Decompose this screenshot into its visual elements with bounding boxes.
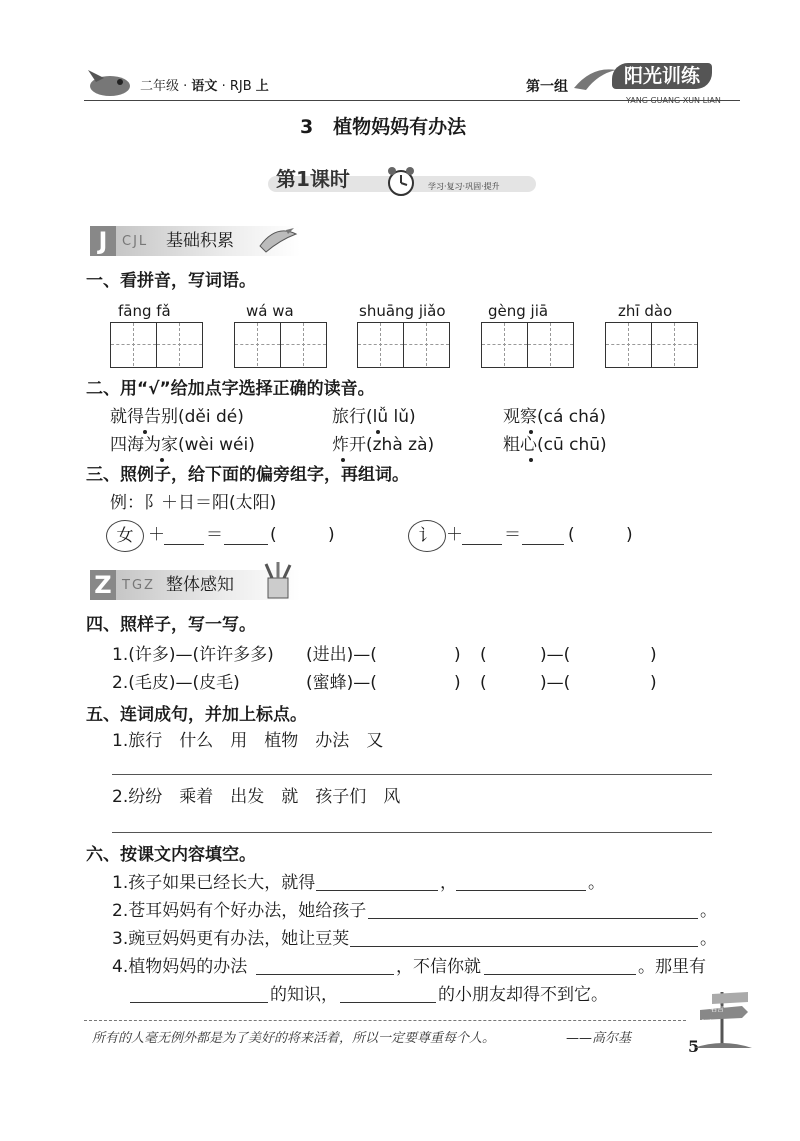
q2-item: 粗心(cū chū)	[503, 435, 607, 455]
pinyin-5: zhī dào	[618, 302, 673, 320]
pinyin-1: fāng fǎ	[118, 302, 171, 320]
paren-close: )	[328, 525, 335, 545]
q6-text: ，不信你就	[396, 957, 481, 977]
answer-blank[interactable]	[368, 918, 698, 919]
sign-text: 名言	[710, 1005, 724, 1013]
q6-text: 。	[700, 901, 717, 921]
header-subject: 语文	[191, 79, 218, 94]
pinyin-2: wá wa	[246, 302, 294, 320]
header-grade-line: 二年级 · 语文 · RJB 上	[140, 79, 269, 94]
q6-text: 的知识，	[270, 985, 338, 1005]
sign-text: 名人	[700, 1019, 714, 1027]
emphasis-dot	[529, 430, 533, 434]
answer-blank[interactable]	[456, 890, 586, 891]
q1-title: 一、看拼音，写词语。	[86, 271, 256, 291]
emphasis-dot	[376, 430, 380, 434]
footer-author: ——高尔基	[566, 1031, 632, 1046]
q4-paren-close: )	[454, 673, 461, 693]
q4-title: 四、照样子，写一写。	[86, 615, 256, 635]
section-code: CJL	[122, 234, 149, 249]
q6-text: ，	[440, 873, 457, 893]
header-edition: RJB	[229, 79, 252, 94]
answer-blank[interactable]	[256, 974, 394, 975]
q4-example: 2.(毛皮)—(皮毛)	[112, 673, 240, 693]
writing-grid[interactable]	[481, 322, 574, 368]
writing-grid[interactable]	[357, 322, 450, 368]
q4-paren-mid: )—(	[540, 673, 571, 693]
q2-item: 旅行(lǚ lǔ)	[332, 407, 416, 427]
section-letter: J	[90, 226, 116, 256]
q2-title: 二、用“√”给加点字选择正确的读音。	[86, 379, 375, 399]
lesson-band	[268, 168, 536, 196]
brand-pinyin: YANG GUANG XUN LIAN	[626, 96, 721, 105]
section-letter: Z	[90, 570, 116, 600]
header-group: 第一组	[526, 79, 568, 95]
q3-title: 三、照例子，给下面的偏旁组字，再组词。	[86, 465, 409, 485]
answer-blank[interactable]	[316, 890, 438, 891]
section-name: 整体感知	[166, 575, 234, 595]
answer-line[interactable]	[112, 832, 712, 833]
section-name: 基础积累	[166, 231, 234, 251]
example-formula: 阝＋日＝阳(太阳)	[144, 493, 277, 513]
q4-paren-open: (	[480, 673, 487, 693]
q6-text: 1.孩子如果已经长大，就得	[112, 873, 316, 893]
q6-text: 。	[588, 873, 605, 893]
q3-example	[110, 492, 276, 514]
answer-line[interactable]	[112, 774, 712, 775]
q5-title: 五、连词成句，并加上标点。	[86, 705, 307, 725]
lesson-number: 3	[300, 116, 314, 138]
writing-grid[interactable]	[234, 322, 327, 368]
footer-divider	[84, 1020, 686, 1021]
paren-close: )	[626, 525, 633, 545]
q2-item: 观察(cá chá)	[503, 407, 606, 427]
radical-circle: 讠	[408, 520, 446, 552]
paren-open: (	[568, 525, 575, 545]
lesson-tiny-text: 学习·复习·巩固·提升	[428, 182, 500, 191]
q4-paren-close: )	[454, 645, 461, 665]
header-volume: 上	[255, 79, 269, 94]
footer-quote: 所有的人毫无例外都是为了美好的将来活着，所以一定要尊重每个人。	[92, 1031, 496, 1046]
page-number: 5	[688, 1037, 700, 1056]
brand-logo: 阳光训练	[612, 63, 712, 89]
lesson-label: 第1课时	[276, 167, 350, 191]
q4-paren-mid: )—(	[540, 645, 571, 665]
equals-sign: ＝	[206, 525, 223, 545]
q6-text: 。那里有	[638, 957, 706, 977]
answer-blank[interactable]	[462, 544, 502, 545]
q6-text: 4.植物妈妈的办法	[112, 957, 248, 977]
q4-item-word: (进出)—(	[306, 645, 377, 665]
writing-grid[interactable]	[605, 322, 698, 368]
writing-grid[interactable]	[110, 322, 203, 368]
emphasis-dot	[341, 458, 345, 462]
header-grade: 二年级	[140, 79, 180, 94]
equals-sign: ＝	[504, 525, 521, 545]
q6-title: 六、按课文内容填空。	[86, 845, 256, 865]
pinyin-3: shuāng jiǎo	[359, 302, 446, 320]
answer-blank[interactable]	[350, 946, 698, 947]
q4-item-word: (蜜蜂)—(	[306, 673, 377, 693]
q4-paren-close: )	[650, 673, 657, 693]
example-prefix: 例：	[110, 493, 144, 513]
plus-sign: ＋	[148, 525, 165, 545]
radical-circle: 女	[106, 520, 144, 552]
lesson-title: 植物妈妈有办法	[333, 116, 467, 138]
q4-example: 1.(许多)—(许许多多)	[112, 645, 274, 665]
q4-paren-close: )	[650, 645, 657, 665]
emphasis-dot	[529, 458, 533, 462]
q4-paren-open: (	[480, 645, 487, 665]
answer-blank[interactable]	[130, 1002, 268, 1003]
pinyin-4: gèng jiā	[488, 302, 549, 320]
q6-text: 3.豌豆妈妈更有办法，她让豆荚	[112, 929, 350, 949]
q2-item: 就得告别(děi dé)	[110, 407, 244, 427]
ribbon-decoration-icon	[256, 218, 300, 256]
answer-blank[interactable]	[340, 1002, 436, 1003]
alarm-clock-icon	[384, 164, 418, 198]
paren-open: (	[270, 525, 277, 545]
answer-blank[interactable]	[484, 974, 636, 975]
answer-blank[interactable]	[522, 544, 564, 545]
bird-icon	[86, 62, 134, 100]
page-title	[300, 116, 466, 138]
q5-words: 2.纷纷 乘着 出发 就 孩子们 风	[112, 787, 401, 807]
q6-text: 。	[700, 929, 717, 949]
q2-item: 四海为家(wèi wéi)	[110, 435, 255, 455]
q2-item: 炸开(zhà zà)	[332, 435, 435, 455]
emphasis-dot	[143, 430, 147, 434]
section-code: TGZ	[122, 578, 155, 593]
q6-text: 的小朋友却得不到它。	[438, 985, 608, 1005]
q5-words: 1.旅行 什么 用 植物 办法 又	[112, 731, 384, 751]
answer-blank[interactable]	[224, 544, 268, 545]
answer-blank[interactable]	[164, 544, 204, 545]
plus-sign: ＋	[446, 525, 463, 545]
emphasis-dot	[160, 458, 164, 462]
pencil-cup-icon	[258, 562, 298, 600]
q6-text: 2.苍耳妈妈有个好办法，她给孩子	[112, 901, 367, 921]
